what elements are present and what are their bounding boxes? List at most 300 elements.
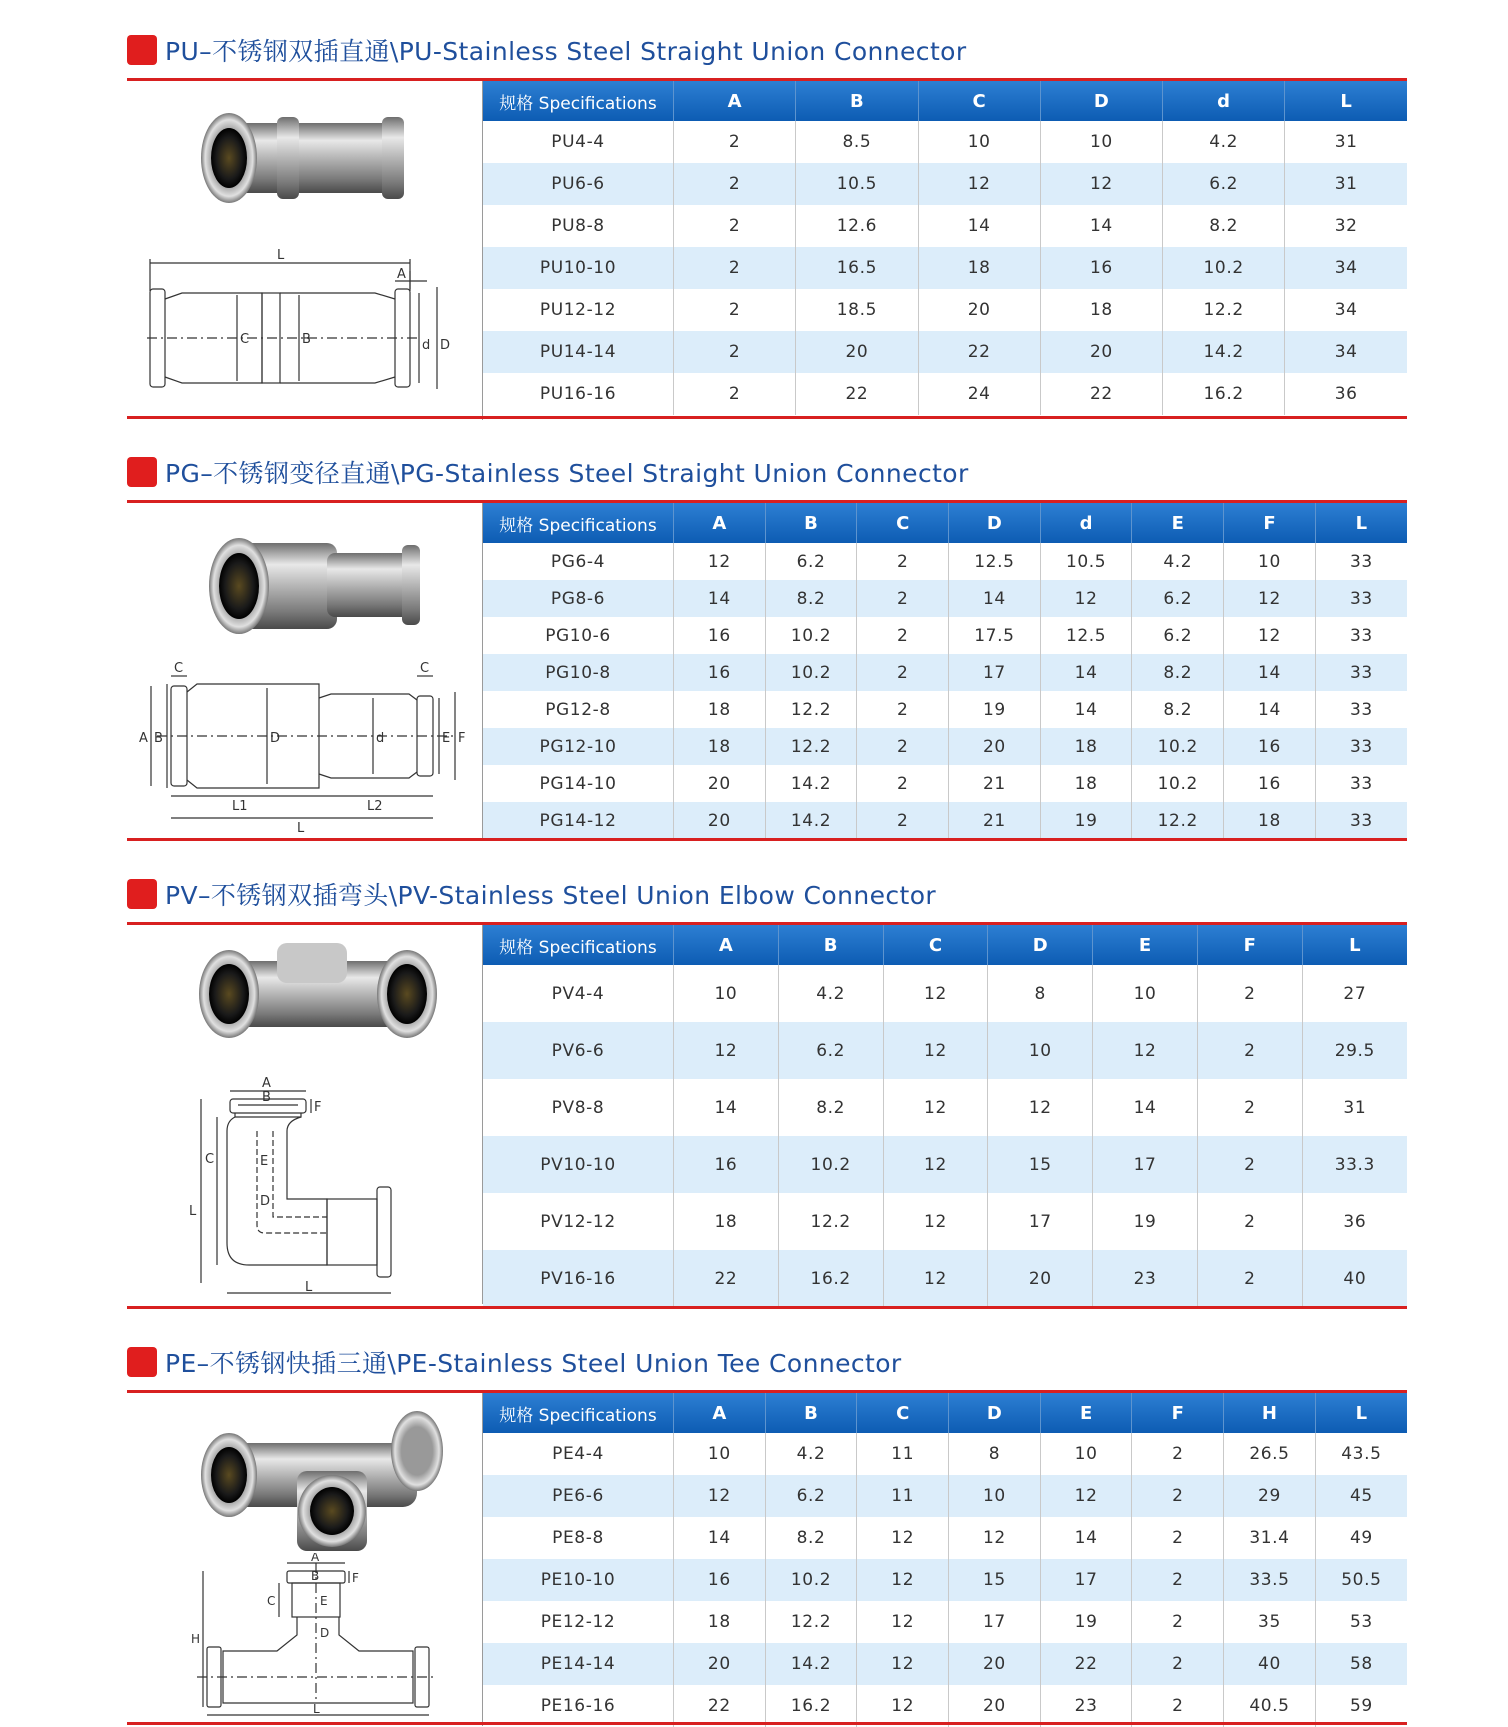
table-cell: 40 bbox=[1224, 1643, 1316, 1685]
table-cell: 17 bbox=[1040, 1559, 1132, 1601]
dim-label: C bbox=[267, 1594, 276, 1608]
table-cell: 33.5 bbox=[1224, 1559, 1316, 1601]
table-cell: 12.2 bbox=[765, 1601, 857, 1643]
table-cell: 17 bbox=[988, 1193, 1093, 1250]
dim-label: L bbox=[297, 821, 305, 836]
table-cell: 16 bbox=[1040, 247, 1162, 289]
table-cell: 49 bbox=[1315, 1517, 1407, 1559]
column-header: B bbox=[765, 1393, 857, 1433]
column-header: C bbox=[857, 503, 949, 543]
table-row bbox=[483, 1559, 1407, 1601]
table-row bbox=[483, 331, 1407, 373]
table-cell: PU6-6 bbox=[483, 163, 674, 205]
column-header: C bbox=[857, 1393, 949, 1433]
column-header: A bbox=[674, 81, 796, 121]
table-cell: PG12-10 bbox=[483, 728, 674, 765]
section-title-text: PV–不锈钢双插弯头\PV-Stainless Steel Union Elbow Connector bbox=[165, 881, 937, 910]
column-header: E bbox=[1040, 1393, 1132, 1433]
product-photo bbox=[167, 93, 447, 223]
table-cell: 12 bbox=[883, 1079, 988, 1136]
table-cell: 10 bbox=[1093, 965, 1198, 1022]
dim-label: A bbox=[139, 731, 148, 746]
dim-label: F bbox=[352, 1571, 359, 1585]
table-cell: 12 bbox=[1224, 617, 1316, 654]
table-cell: 2 bbox=[1197, 1022, 1302, 1079]
table-cell: 12.2 bbox=[778, 1193, 883, 1250]
table-cell: 19 bbox=[949, 691, 1041, 728]
table-cell: 19 bbox=[1093, 1193, 1198, 1250]
table-cell: 23 bbox=[1040, 1685, 1132, 1727]
table-cell: 50.5 bbox=[1315, 1559, 1407, 1601]
table-cell: 6.2 bbox=[1132, 617, 1224, 654]
table-row bbox=[483, 1475, 1407, 1517]
section-pg bbox=[127, 452, 1407, 852]
dim-label: C bbox=[240, 332, 250, 347]
table-cell: 2 bbox=[1197, 1136, 1302, 1193]
table-cell: 8.2 bbox=[1132, 654, 1224, 691]
table-cell: 18 bbox=[1224, 802, 1316, 839]
table-cell: 6.2 bbox=[778, 1022, 883, 1079]
table-cell: 16.2 bbox=[778, 1250, 883, 1307]
table-cell: 14 bbox=[674, 1517, 766, 1559]
column-header: L bbox=[1315, 503, 1407, 543]
table-cell: 2 bbox=[857, 728, 949, 765]
table-cell: PG10-8 bbox=[483, 654, 674, 691]
table-cell: 20 bbox=[949, 1643, 1041, 1685]
table-cell: 26.5 bbox=[1224, 1433, 1316, 1475]
table-cell: PU14-14 bbox=[483, 331, 674, 373]
table-cell: 53 bbox=[1315, 1601, 1407, 1643]
red-square-icon bbox=[127, 35, 157, 65]
table-cell: 18.5 bbox=[796, 289, 918, 331]
table-row bbox=[483, 289, 1407, 331]
table-cell: 14 bbox=[1040, 654, 1132, 691]
table-cell: 33 bbox=[1315, 617, 1407, 654]
table-cell: 18 bbox=[918, 247, 1040, 289]
table-cell: 10 bbox=[918, 121, 1040, 163]
table-cell: 8.2 bbox=[765, 580, 857, 617]
red-square-icon bbox=[127, 879, 157, 909]
table-cell: 18 bbox=[1040, 728, 1132, 765]
table-cell: 14 bbox=[1040, 205, 1162, 247]
dim-label: B bbox=[302, 332, 311, 347]
table-cell: 8.2 bbox=[1163, 205, 1285, 247]
dim-label: A bbox=[311, 1553, 320, 1564]
column-header: D bbox=[949, 1393, 1041, 1433]
table-cell: PE16-16 bbox=[540, 1696, 616, 1716]
table-cell: PV16-16 bbox=[483, 1250, 674, 1307]
table-cell: 12 bbox=[674, 543, 766, 580]
table-cell: 32 bbox=[1285, 205, 1407, 247]
table-cell: 2 bbox=[1197, 1079, 1302, 1136]
table-cell: 12 bbox=[1093, 1022, 1198, 1079]
table-cell: 33 bbox=[1315, 765, 1407, 802]
table-cell: 16.2 bbox=[765, 1685, 857, 1727]
table-cell: 12 bbox=[883, 1136, 988, 1193]
table-cell: 15 bbox=[988, 1136, 1093, 1193]
spec-table-pu bbox=[483, 81, 1407, 415]
table-cell: 34 bbox=[1285, 289, 1407, 331]
section-pv bbox=[127, 874, 1407, 1312]
dim-label: D bbox=[260, 1194, 271, 1209]
table-cell: 2 bbox=[857, 691, 949, 728]
table-cell: 31 bbox=[1285, 121, 1407, 163]
table-cell: 40 bbox=[1302, 1250, 1407, 1307]
table-cell: PU16-16 bbox=[539, 384, 617, 404]
table-cell: 19 bbox=[1040, 802, 1132, 839]
table-cell: 29.5 bbox=[1302, 1022, 1407, 1079]
table-cell: PV10-10 bbox=[483, 1136, 674, 1193]
dim-label: d bbox=[376, 731, 385, 746]
table-cell: 33 bbox=[1315, 543, 1407, 580]
table-row bbox=[483, 580, 1407, 617]
table-cell: 14 bbox=[1224, 654, 1316, 691]
table-row bbox=[483, 1193, 1407, 1250]
dim-label: A bbox=[262, 1076, 271, 1091]
column-header: B bbox=[765, 503, 857, 543]
table-cell: 14 bbox=[674, 1079, 779, 1136]
table-cell: 10 bbox=[1224, 543, 1316, 580]
table-cell: 12.2 bbox=[1132, 802, 1224, 839]
table-cell: 6.2 bbox=[765, 543, 857, 580]
table-cell: 2 bbox=[674, 331, 796, 373]
table-cell: PG10-6 bbox=[545, 625, 611, 646]
table-cell: 16 bbox=[674, 617, 766, 654]
product-photo bbox=[167, 933, 447, 1063]
table-cell: 18 bbox=[674, 728, 766, 765]
table-cell: 20 bbox=[988, 1250, 1093, 1307]
table-cell: PG14-10 bbox=[539, 773, 617, 794]
red-square-icon bbox=[127, 1347, 157, 1377]
table-cell: 4.2 bbox=[1163, 121, 1285, 163]
table-cell: 12 bbox=[883, 1250, 988, 1307]
table-cell: 4.2 bbox=[778, 965, 883, 1022]
table-cell: PV8-8 bbox=[551, 1097, 605, 1118]
table-cell: 8.2 bbox=[1132, 691, 1224, 728]
table-cell: 31 bbox=[1302, 1079, 1407, 1136]
table-cell: 11 bbox=[857, 1433, 949, 1475]
table-cell: 2 bbox=[1132, 1475, 1224, 1517]
table-row bbox=[483, 1022, 1407, 1079]
table-row bbox=[483, 247, 1407, 289]
table-cell: 10.2 bbox=[765, 1559, 857, 1601]
table-cell: PU12-12 bbox=[539, 300, 617, 320]
table-cell: 8 bbox=[988, 965, 1093, 1022]
column-header: 规格 Specifications bbox=[483, 925, 674, 965]
image-column bbox=[127, 503, 483, 841]
table-cell: 6.2 bbox=[1163, 163, 1285, 205]
column-header: F bbox=[1197, 925, 1302, 965]
table-cell: 18 bbox=[1040, 765, 1132, 802]
table-cell: 12 bbox=[1224, 580, 1316, 617]
table-cell: 14 bbox=[674, 580, 766, 617]
dim-label: H bbox=[191, 1632, 201, 1646]
section-title bbox=[127, 874, 936, 914]
column-header: B bbox=[796, 81, 918, 121]
table-header-row bbox=[483, 925, 1407, 965]
table-cell: PU10-10 bbox=[483, 247, 674, 289]
table-cell: 12 bbox=[918, 163, 1040, 205]
dim-label: C bbox=[420, 661, 430, 676]
table-cell: 16 bbox=[674, 1136, 779, 1193]
dim-label: D bbox=[270, 731, 281, 746]
column-header: D bbox=[1040, 81, 1162, 121]
table-cell: PU4-4 bbox=[551, 132, 605, 152]
dim-label: D bbox=[320, 1626, 330, 1640]
table-cell: 18 bbox=[674, 1601, 766, 1643]
table-cell: 34 bbox=[1285, 247, 1407, 289]
column-header: D bbox=[988, 925, 1093, 965]
table-cell: 2 bbox=[1132, 1517, 1224, 1559]
table-cell: 16.5 bbox=[796, 247, 918, 289]
table-cell: 6.2 bbox=[1132, 580, 1224, 617]
table-row bbox=[483, 205, 1407, 247]
table-cell: 12 bbox=[883, 965, 988, 1022]
table-cell: 12 bbox=[857, 1601, 949, 1643]
table-cell: 36 bbox=[1285, 373, 1407, 415]
table-cell: 22 bbox=[918, 331, 1040, 373]
table-cell: 24 bbox=[918, 373, 1040, 415]
table-row bbox=[483, 654, 1407, 691]
table-cell: 10 bbox=[1040, 121, 1162, 163]
table-cell: 22 bbox=[1040, 373, 1162, 415]
table-cell: 16 bbox=[674, 654, 766, 691]
table-row bbox=[483, 728, 1407, 765]
table-cell: 12.2 bbox=[765, 728, 857, 765]
table-cell: 2 bbox=[1132, 1685, 1224, 1727]
section-pu bbox=[127, 30, 1407, 425]
table-cell: PE14-14 bbox=[483, 1643, 674, 1685]
table-cell: 11 bbox=[857, 1475, 949, 1517]
section-title-text: PG–不锈钢变径直通\PG-Stainless Steel Straight Union Connector bbox=[165, 459, 969, 488]
table-cell: 12 bbox=[674, 1022, 779, 1079]
dim-label: B bbox=[311, 1569, 320, 1583]
table-cell: 8.5 bbox=[796, 121, 918, 163]
table-cell: 12.5 bbox=[949, 543, 1041, 580]
table-cell: 14 bbox=[918, 205, 1040, 247]
table-cell: 2 bbox=[857, 617, 949, 654]
table-cell: 2 bbox=[674, 247, 796, 289]
table-cell: 2 bbox=[857, 765, 949, 802]
table-cell: 21 bbox=[949, 765, 1041, 802]
column-header: L bbox=[1285, 81, 1407, 121]
table-row bbox=[483, 691, 1407, 728]
table-cell: 2 bbox=[1197, 965, 1302, 1022]
table-row bbox=[483, 1250, 1407, 1307]
table-cell: PG6-4 bbox=[550, 551, 606, 572]
table-cell: 12 bbox=[857, 1559, 949, 1601]
table-cell: 17 bbox=[949, 1601, 1041, 1643]
table-cell: 12 bbox=[1040, 1475, 1132, 1517]
table-cell: 12.5 bbox=[1040, 617, 1132, 654]
table-cell: 12.2 bbox=[1163, 289, 1285, 331]
table-cell: 20 bbox=[949, 1685, 1041, 1727]
red-square-icon bbox=[127, 457, 157, 487]
table-cell: 20 bbox=[674, 1643, 766, 1685]
dim-label: L bbox=[189, 1204, 197, 1219]
column-header: F bbox=[1132, 1393, 1224, 1433]
dim-label: F bbox=[314, 1100, 322, 1115]
table-cell: 14 bbox=[1093, 1079, 1198, 1136]
dim-label: A bbox=[397, 267, 406, 282]
product-photo bbox=[167, 515, 447, 655]
table-cell: 59 bbox=[1315, 1685, 1407, 1727]
image-column bbox=[127, 81, 483, 420]
table-cell: 10 bbox=[674, 1433, 766, 1475]
table-cell: PE6-6 bbox=[483, 1475, 674, 1517]
table-cell: 2 bbox=[1132, 1433, 1224, 1475]
dim-label: C bbox=[205, 1152, 215, 1167]
table-cell: 12 bbox=[674, 1475, 766, 1517]
table-cell: 8 bbox=[949, 1433, 1041, 1475]
table-cell: 31 bbox=[1285, 163, 1407, 205]
table-cell: 33 bbox=[1315, 802, 1407, 839]
table-cell: 2 bbox=[674, 289, 796, 331]
technical-drawing bbox=[127, 658, 482, 838]
column-header: 规格 Specifications bbox=[483, 503, 674, 543]
table-cell: 15 bbox=[949, 1559, 1041, 1601]
technical-drawing bbox=[127, 231, 482, 421]
table-cell: 33.3 bbox=[1302, 1136, 1407, 1193]
table-cell: 43.5 bbox=[1315, 1433, 1407, 1475]
table-cell: 2 bbox=[674, 163, 796, 205]
dim-label: E bbox=[320, 1594, 328, 1608]
table-cell: 20 bbox=[674, 765, 766, 802]
table-cell: 20 bbox=[796, 331, 918, 373]
table-cell: PU8-8 bbox=[551, 216, 605, 236]
table-row bbox=[483, 121, 1407, 163]
table-cell: 17 bbox=[949, 654, 1041, 691]
table-cell: 10.5 bbox=[1040, 543, 1132, 580]
image-column bbox=[127, 925, 483, 1304]
table-cell: PG14-12 bbox=[483, 802, 674, 839]
table-row bbox=[483, 373, 1407, 415]
table-cell: 17.5 bbox=[949, 617, 1041, 654]
table-cell: 23 bbox=[1093, 1250, 1198, 1307]
column-header: d bbox=[1040, 503, 1132, 543]
table-cell: PE10-10 bbox=[483, 1559, 674, 1601]
table-cell: 35 bbox=[1224, 1601, 1316, 1643]
table-row bbox=[483, 1517, 1407, 1559]
table-row bbox=[483, 1136, 1407, 1193]
table-cell: 12 bbox=[883, 1022, 988, 1079]
table-cell: 2 bbox=[1132, 1559, 1224, 1601]
column-header: C bbox=[918, 81, 1040, 121]
table-cell: 29 bbox=[1224, 1475, 1316, 1517]
section-title-text: PU–不锈钢双插直通\PU-Stainless Steel Straight Union Connector bbox=[165, 37, 967, 66]
column-header: 规格 Specifications bbox=[483, 81, 674, 121]
table-cell: 33 bbox=[1315, 728, 1407, 765]
table-cell: 12 bbox=[949, 1517, 1041, 1559]
table-header-row bbox=[483, 1393, 1407, 1433]
table-cell: 19 bbox=[1040, 1601, 1132, 1643]
table-cell: 58 bbox=[1315, 1643, 1407, 1685]
table-cell: 2 bbox=[857, 654, 949, 691]
table-cell: 14 bbox=[1040, 691, 1132, 728]
dim-label: L1 bbox=[232, 799, 248, 814]
dim-label: L bbox=[313, 1702, 320, 1716]
table-cell: 22 bbox=[674, 1250, 779, 1307]
table-cell: 14 bbox=[1040, 1517, 1132, 1559]
table-cell: 45 bbox=[1315, 1475, 1407, 1517]
divider bbox=[127, 838, 1407, 841]
table-cell: 12 bbox=[883, 1193, 988, 1250]
table-cell: 20 bbox=[918, 289, 1040, 331]
column-header: B bbox=[778, 925, 883, 965]
section-title bbox=[127, 1342, 902, 1382]
table-cell: 14.2 bbox=[1163, 331, 1285, 373]
table-cell: 22 bbox=[796, 373, 918, 415]
table-cell: 31.4 bbox=[1224, 1517, 1316, 1559]
dim-label: F bbox=[458, 731, 466, 746]
table-row bbox=[483, 1079, 1407, 1136]
table-cell: 14 bbox=[1224, 691, 1316, 728]
technical-drawing bbox=[127, 1553, 482, 1725]
table-cell: 12 bbox=[1040, 580, 1132, 617]
table-cell: 10 bbox=[674, 965, 779, 1022]
table-cell: 10 bbox=[1040, 1433, 1132, 1475]
table-cell: 10.2 bbox=[765, 654, 857, 691]
table-cell: 16.2 bbox=[1163, 373, 1285, 415]
image-column bbox=[127, 1393, 483, 1726]
table-cell: 14.2 bbox=[765, 1643, 857, 1685]
table-cell: 12 bbox=[988, 1079, 1093, 1136]
table-cell: 10.2 bbox=[1132, 765, 1224, 802]
table-cell: 36 bbox=[1302, 1193, 1407, 1250]
table-row bbox=[483, 802, 1407, 839]
column-header: A bbox=[674, 925, 779, 965]
table-cell: 21 bbox=[949, 802, 1041, 839]
section-title bbox=[127, 30, 967, 70]
table-cell: 16 bbox=[1224, 728, 1316, 765]
table-cell: 40.5 bbox=[1224, 1685, 1316, 1727]
table-cell: 14.2 bbox=[765, 802, 857, 839]
table-cell: 27 bbox=[1302, 965, 1407, 1022]
table-cell: PV6-6 bbox=[483, 1022, 674, 1079]
column-header: A bbox=[674, 503, 766, 543]
table-cell: 8.2 bbox=[765, 1517, 857, 1559]
table-cell: 10.5 bbox=[796, 163, 918, 205]
section-title bbox=[127, 452, 969, 492]
table-row bbox=[483, 1601, 1407, 1643]
divider bbox=[127, 416, 1407, 419]
table-row bbox=[483, 1433, 1407, 1475]
table-cell: 12.2 bbox=[765, 691, 857, 728]
table-cell: 10.2 bbox=[1163, 247, 1285, 289]
divider bbox=[127, 1306, 1407, 1309]
column-header: L bbox=[1315, 1393, 1407, 1433]
table-cell: 12 bbox=[857, 1685, 949, 1727]
table-cell: 16 bbox=[674, 1559, 766, 1601]
table-cell: 20 bbox=[949, 728, 1041, 765]
table-cell: 33 bbox=[1315, 691, 1407, 728]
table-cell: 14 bbox=[949, 580, 1041, 617]
table-header-row bbox=[483, 503, 1407, 543]
spec-table-pg bbox=[483, 503, 1407, 839]
column-header: L bbox=[1302, 925, 1407, 965]
table-cell: 4.2 bbox=[765, 1433, 857, 1475]
table-cell: 20 bbox=[674, 802, 766, 839]
table-cell: PE12-12 bbox=[540, 1612, 616, 1632]
table-cell: 12 bbox=[857, 1643, 949, 1685]
table-cell: PV12-12 bbox=[540, 1211, 616, 1232]
table-row bbox=[483, 1685, 1407, 1727]
table-cell: 22 bbox=[674, 1685, 766, 1727]
table-cell: 4.2 bbox=[1132, 543, 1224, 580]
table-cell: 18 bbox=[674, 691, 766, 728]
table-cell: 17 bbox=[1093, 1136, 1198, 1193]
dim-label: L2 bbox=[367, 799, 383, 814]
